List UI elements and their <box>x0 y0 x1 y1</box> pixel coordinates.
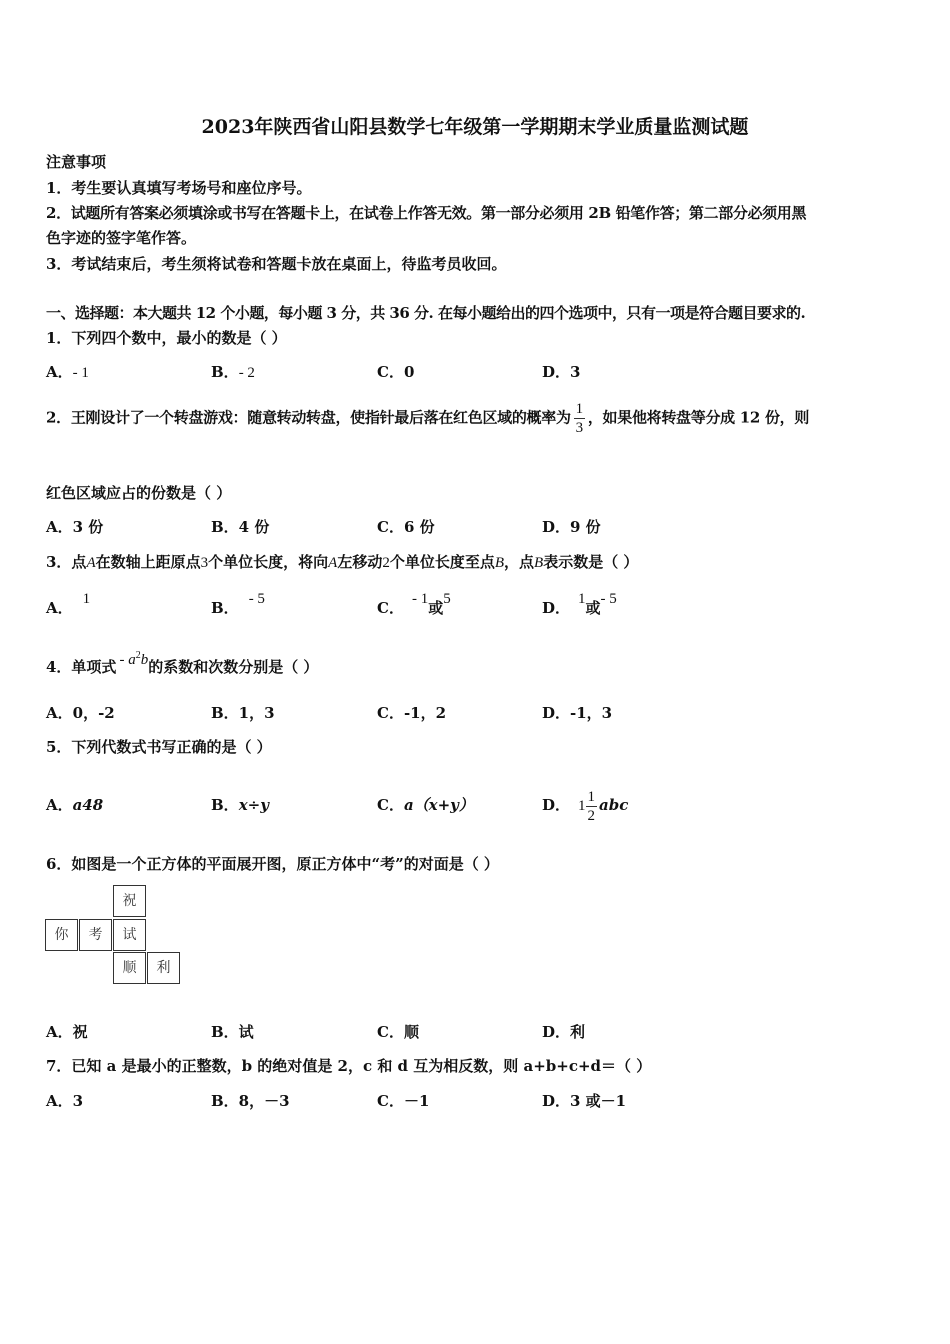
notice-item-2-cont: 色字迹的签字笔作答。 <box>46 229 197 247</box>
fraction-numerator: 1 <box>587 788 596 805</box>
question-2-stem-line2: 红色区域应占的份数是（ ） <box>46 484 232 502</box>
option-value: 1 <box>82 591 91 607</box>
question-5-stem: 5．下列代数式书写正确的是（ ） <box>46 738 272 756</box>
number: 3 <box>200 555 209 571</box>
q2-option-b: B．4 份 <box>211 518 270 536</box>
stem-part: 4．单项式 <box>46 658 117 676</box>
stem-part: 个单位长度，将向 <box>208 553 329 571</box>
q6-option-c: C．顺 <box>377 1023 419 1041</box>
option-label: D． <box>542 599 571 617</box>
q7-option-b: B．8，－3 <box>211 1092 290 1110</box>
q1-option-b <box>211 361 255 382</box>
option-value: - 1 <box>72 365 89 381</box>
net-cell-shi: 试 <box>113 919 146 951</box>
page-title: 2023年陕西省山阳县数学七年级第一学期期末学业质量监测试题 <box>201 116 749 138</box>
option-value: 1 <box>578 591 586 607</box>
q3-option-a <box>46 591 91 618</box>
q2-option-a: A．3 份 <box>46 518 104 536</box>
stem-part: 3．点 <box>46 553 87 571</box>
question-7-stem: 7．已知 a 是最小的正整数，b 的绝对值是 2，c 和 d 互为相反数，则 a+b+c+d＝（ ） <box>46 1057 652 1075</box>
option-label: A． <box>46 363 73 381</box>
q6-option-d: D．利 <box>542 1023 586 1041</box>
option-label: C． <box>377 599 404 617</box>
q5-option-b <box>211 794 269 815</box>
mixed-number-whole: 1 <box>578 798 586 814</box>
question-3-stem <box>46 551 638 572</box>
q4-option-c: C．-1，2 <box>377 704 447 722</box>
monomial-expression <box>119 652 148 668</box>
var-a: A <box>86 555 96 571</box>
mixed-number-fraction <box>586 788 598 825</box>
var-b: b <box>140 652 149 668</box>
q5-option-d <box>542 780 628 825</box>
stem-part: 左移动 <box>337 553 383 571</box>
q1-option-a <box>46 361 89 382</box>
q1-option-d <box>542 361 580 382</box>
fraction-numerator: 1 <box>575 401 583 417</box>
notice-heading: 注意事项 <box>46 153 107 171</box>
stem-part: 在数轴上距原点 <box>95 553 201 571</box>
q4-option-d: D．-1，3 <box>542 704 613 722</box>
option-label: A． <box>46 599 73 617</box>
q1-option-c <box>377 361 414 382</box>
q7-option-c: C．－1 <box>377 1092 430 1110</box>
q2-option-d: D．9 份 <box>542 518 601 536</box>
q5-option-a <box>46 794 103 815</box>
option-label: B． <box>211 599 239 617</box>
or-text: 或 <box>428 599 444 617</box>
number: 2 <box>382 555 390 571</box>
option-value: - 5 <box>248 591 265 607</box>
q6-option-b: B．试 <box>211 1023 254 1041</box>
var-b: B <box>534 555 544 571</box>
exponent: 2 <box>135 650 141 661</box>
notice-item-3: 3．考试结束后，考生须将试卷和答题卡放在桌面上，待监考员收回。 <box>46 255 507 273</box>
option-label: C． <box>377 796 404 814</box>
stem-part: ，点 <box>504 553 535 571</box>
q4-option-a: A．0，-2 <box>46 704 115 722</box>
option-value: - 2 <box>238 365 255 381</box>
stem-part: 表示数是（ ） <box>543 553 639 571</box>
question-1-stem: 1．下列四个数中，最小的数是（ ） <box>46 329 287 347</box>
option-label: B． <box>211 796 239 814</box>
q3-option-b <box>211 591 265 618</box>
option-value: abc <box>599 796 629 814</box>
option-label: C． <box>377 363 404 381</box>
q4-option-b: B．1，3 <box>211 704 275 722</box>
probability-fraction <box>574 400 585 437</box>
net-cell-shun: 顺 <box>113 952 146 984</box>
or-text: 或 <box>585 599 601 617</box>
minus-sign: - <box>119 652 125 668</box>
q7-option-d: D．3 或－1 <box>542 1092 627 1110</box>
option-label: A． <box>46 796 73 814</box>
stem-part: 2．王刚设计了一个转盘游戏：随意转动转盘，使指针最后落在红色区域的概率为 <box>46 408 571 427</box>
stem-part: 的系数和次数分别是（ ） <box>148 658 319 676</box>
fraction-denominator: 3 <box>575 420 583 436</box>
q3-option-c <box>377 591 451 618</box>
net-cell-zhu: 祝 <box>113 885 146 917</box>
net-cell-kao: 考 <box>79 919 112 951</box>
var-b: B <box>494 555 505 571</box>
option-value: a（x+y） <box>403 796 474 814</box>
q2-option-c: C．6 份 <box>377 518 435 536</box>
option-value: - 1 <box>411 591 429 607</box>
option-label: D． <box>542 363 571 381</box>
stem-part: ，如果他将转盘等分成 12 份，则 <box>587 408 810 427</box>
section-heading: 一、选择题：本大题共 12 个小题，每小题 3 分，共 36 分. 在每小题给出的四个选项中，只有一项是符合题目要求的. <box>46 304 806 322</box>
option-value: a48 <box>72 796 104 814</box>
option-value: x÷y <box>238 796 269 814</box>
notice-item-1: 1．考生要认真填写考场号和座位序号。 <box>46 179 312 197</box>
net-cell-li: 利 <box>147 952 180 984</box>
fraction-denominator: 2 <box>587 807 596 824</box>
option-value: 0 <box>403 363 415 381</box>
option-value: - 5 <box>600 591 617 607</box>
q5-option-c <box>377 794 474 815</box>
notice-item-2: 2．试题所有答案必须填涂或书写在答题卡上，在试卷上作答无效。第一部分必须用 2B 铅笔作答；第二部分必须用黑 <box>46 204 807 222</box>
q7-option-a: A．3 <box>46 1092 84 1110</box>
question-4-stem <box>46 650 319 677</box>
option-value: 5 <box>443 591 451 607</box>
var-a: a <box>128 652 136 668</box>
option-value: 3 <box>570 363 581 381</box>
option-label: B． <box>211 363 239 381</box>
var-a: A <box>328 555 338 571</box>
q3-option-d <box>542 591 617 618</box>
q6-option-a: A．祝 <box>46 1023 88 1041</box>
question-2-stem <box>46 400 809 437</box>
option-label: D． <box>542 796 571 814</box>
net-cell-ni: 你 <box>45 919 78 951</box>
question-6-stem: 6．如图是一个正方体的平面展开图，原正方体中“考”的对面是（ ） <box>46 855 499 873</box>
stem-part: 个单位长度至点 <box>389 553 495 571</box>
